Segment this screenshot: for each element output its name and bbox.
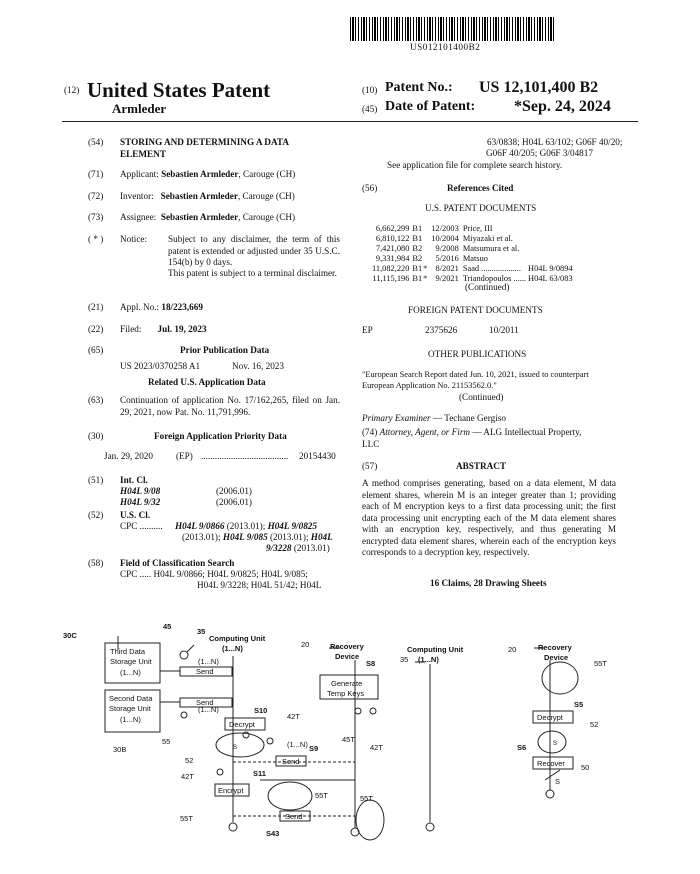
label-52b: 52 bbox=[590, 720, 599, 729]
us-cl-title: U.S. Cl. bbox=[120, 510, 151, 520]
header-rule bbox=[62, 121, 638, 122]
cpc-code: H04L bbox=[310, 532, 333, 542]
code-21: (21) bbox=[88, 302, 104, 312]
recover-label: Recover bbox=[537, 759, 565, 768]
notice-text: Subject to any disclaimer, the term of this patent is extended or adjusted under 35 U.S.C. 154(b) by 0 days. bbox=[168, 234, 340, 267]
us-references-table bbox=[372, 224, 573, 284]
label-55t: 55T bbox=[315, 791, 328, 800]
cpc-code: H04L 9/0866 bbox=[175, 521, 225, 531]
computing-unit-title: Computing Unit bbox=[209, 634, 266, 643]
code-52: (52) bbox=[88, 510, 104, 520]
ref-number: 7,421,080 bbox=[375, 244, 410, 253]
terminal-disclaimer-text: This patent is subject to a terminal disclaimer. bbox=[168, 268, 337, 278]
encrypt-label: Encrypt bbox=[218, 786, 244, 795]
ref-date: 8/2021 bbox=[435, 264, 459, 273]
ref-number: 11,115,196 bbox=[372, 274, 410, 283]
send-label: Send bbox=[196, 667, 214, 676]
code-74: (74) bbox=[362, 427, 378, 437]
cpc-code: 9/3228 bbox=[266, 543, 292, 553]
inventor bbox=[120, 191, 295, 203]
share-label: S bbox=[555, 777, 561, 786]
ref-class bbox=[526, 234, 573, 244]
fp-number: 2375626 bbox=[425, 325, 458, 335]
share-label: S bbox=[553, 741, 558, 747]
int-cl-2-year: (2006.01) bbox=[216, 497, 252, 507]
prior-pub-title: Prior Publication Data bbox=[180, 345, 270, 355]
ref-name: Saad ................... bbox=[462, 264, 521, 273]
code-45: (45) bbox=[362, 104, 378, 114]
end-circle bbox=[546, 790, 554, 798]
claims-count: 16 Claims, 28 Drawing Sheets bbox=[430, 578, 547, 588]
label-s43: S43 bbox=[266, 829, 280, 838]
ref-kind: B2 bbox=[412, 244, 423, 253]
us-cl-cpc: CPC .......... bbox=[120, 521, 163, 531]
send-label: Send bbox=[282, 757, 300, 766]
code-22: (22) bbox=[88, 324, 104, 334]
generate-line-1: Generate bbox=[331, 679, 363, 688]
encrypted-shares-cluster bbox=[268, 782, 312, 810]
assignee-label: Assignee: bbox=[120, 212, 157, 222]
key-icon bbox=[187, 645, 194, 652]
key-icon bbox=[267, 738, 273, 744]
inventor-label: Inventor: bbox=[120, 191, 154, 201]
range-small: (1...N) bbox=[198, 705, 219, 714]
inventor-name: Sebastien Armleder bbox=[160, 191, 238, 201]
fp-date: 10/2011 bbox=[489, 325, 519, 335]
send-label: Send bbox=[196, 698, 214, 707]
notice-label: Notice: bbox=[120, 234, 148, 244]
code-58: (58) bbox=[88, 558, 104, 568]
patent-drawing bbox=[0, 615, 700, 874]
third-storage-line-2: Storage Unit bbox=[110, 657, 152, 666]
ref-star: * bbox=[423, 274, 428, 283]
reference-row bbox=[372, 264, 573, 274]
ref-number: 6,662,299 bbox=[375, 224, 410, 233]
appl-no-label: Appl. No.: bbox=[120, 302, 160, 312]
ref-name: Matsuo bbox=[462, 254, 488, 263]
key-icon bbox=[181, 712, 187, 718]
foreign-priority-country: (EP) bbox=[176, 451, 193, 461]
reference-row bbox=[372, 234, 573, 244]
ref-class: H04L 9/0894 bbox=[528, 264, 573, 273]
label-20: 20 bbox=[301, 640, 310, 649]
foreign-priority-leader: ...................................... bbox=[201, 451, 289, 461]
third-storage-line-3: (1...N) bbox=[120, 668, 141, 677]
filed-label: Filed: bbox=[120, 324, 142, 334]
code-30: (30) bbox=[88, 431, 104, 441]
assignee-location: , Carouge (CH) bbox=[238, 212, 296, 222]
applicant-name: Sebastien Armleder bbox=[161, 169, 239, 179]
label-50: 50 bbox=[581, 763, 590, 772]
patent-title: United States Patent bbox=[87, 78, 271, 102]
continued-1: (Continued) bbox=[465, 282, 510, 292]
attorney-label: Attorney, Agent, or Firm bbox=[379, 427, 471, 437]
label-55t: 55T bbox=[360, 794, 373, 803]
patent-number: US 12,101,400 B2 bbox=[479, 79, 599, 96]
cpc-year: (2013.01) bbox=[291, 543, 330, 553]
foreign-priority-date: Jan. 29, 2020 bbox=[104, 451, 153, 461]
label-s11: S11 bbox=[253, 769, 266, 778]
prior-pub-date: Nov. 16, 2023 bbox=[232, 361, 284, 371]
code-65: (65) bbox=[88, 345, 104, 355]
int-cl-title: Int. Cl. bbox=[120, 475, 148, 485]
cpc-code: H04L 9/0825 bbox=[267, 521, 317, 531]
label-s5: S5 bbox=[574, 700, 584, 709]
field-search-title: Field of Classification Search bbox=[120, 558, 235, 568]
key-icon bbox=[217, 769, 223, 775]
label-s10: S10 bbox=[254, 706, 268, 715]
date-label: Date of Patent: bbox=[385, 99, 476, 114]
cpc-code: H04L 9/085 bbox=[222, 532, 268, 542]
field-search-cont-1: 63/0838; H04L 63/102; G06F 40/20; bbox=[487, 137, 623, 147]
second-storage-line-1: Second Data bbox=[109, 694, 153, 703]
invention-title: STORING AND DETERMINING A DATA ELEMENT bbox=[120, 137, 289, 159]
code-63: (63) bbox=[88, 395, 104, 405]
label-45t: 45T bbox=[342, 735, 355, 744]
prior-pub-number: US 2023/0370258 A1 bbox=[120, 361, 201, 371]
foreign-priority-title: Foreign Application Priority Data bbox=[154, 431, 287, 441]
code-72: (72) bbox=[88, 191, 104, 201]
us-cl-line-2 bbox=[182, 532, 333, 544]
shares-cluster bbox=[538, 731, 566, 753]
end-circle bbox=[351, 828, 359, 836]
encrypted-shares-cluster bbox=[542, 662, 578, 694]
computing-unit-2-range: (1...N) bbox=[418, 655, 439, 664]
ref-kind: B1 bbox=[412, 264, 423, 273]
continued-2: (Continued) bbox=[459, 392, 504, 402]
decrypt-label-2: Decrypt bbox=[537, 713, 563, 722]
code-57: (57) bbox=[362, 461, 378, 471]
ref-date: 9/2008 bbox=[435, 244, 459, 253]
abstract-text: A method comprises generating, based on a data element, M data element shares, wherein M is an integer greater than 1; providing each of M encryption keys to a first data processing unit; the first data processing unit encrypting each of the M data element shares with an encryption key, respectively, and thus generating M encrypted data element shares, wherein each of the encryption keys corresponds to a decryption key, respectively. bbox=[362, 478, 616, 557]
send-label: Send bbox=[285, 812, 303, 821]
appl-no-value: 18/223,669 bbox=[161, 302, 203, 312]
label-42t: 42T bbox=[370, 743, 383, 752]
ref-number: 6,810,122 bbox=[375, 234, 410, 243]
label-52: 52 bbox=[185, 756, 194, 765]
us-cl-line-1 bbox=[175, 521, 317, 533]
label-s8: S8 bbox=[366, 659, 376, 668]
assignee bbox=[120, 212, 295, 224]
other-pubs-title: OTHER PUBLICATIONS bbox=[428, 349, 527, 359]
encrypted-shares-cluster bbox=[356, 800, 384, 840]
code-54: (54) bbox=[88, 137, 104, 147]
publication-number: US012101400B2 bbox=[410, 42, 481, 52]
code-71: (71) bbox=[88, 169, 104, 179]
foreign-priority-number: 20154430 bbox=[299, 451, 336, 461]
label-35: 35 bbox=[197, 627, 206, 636]
second-storage-line-3: (1...N) bbox=[120, 715, 141, 724]
search-history-note: See application file for complete search history. bbox=[387, 160, 563, 170]
int-cl-1: H04L 9/08 bbox=[120, 486, 161, 496]
label-30c: 30C bbox=[63, 631, 77, 640]
int-cl-2: H04L 9/32 bbox=[120, 497, 161, 507]
applicant-label: Applicant: bbox=[120, 169, 159, 179]
ref-date: 10/2004 bbox=[431, 234, 459, 243]
ref-kind: B1 bbox=[412, 274, 423, 283]
attorney-name: — ALG Intellectual Property, LLC bbox=[362, 427, 582, 449]
assignee-name: Sebastien Armleder bbox=[160, 212, 239, 222]
filed-value: Jul. 19, 2023 bbox=[157, 324, 207, 334]
code-73: (73) bbox=[88, 212, 104, 222]
key-icon bbox=[180, 651, 188, 659]
recovery-b-line-2: Device bbox=[544, 653, 569, 662]
applicant-location: , Carouge (CH) bbox=[238, 169, 296, 179]
label-20b: 20 bbox=[508, 645, 517, 654]
ref-number: 11,082,220 bbox=[372, 264, 410, 273]
label-45: 45 bbox=[163, 622, 172, 631]
applicant bbox=[120, 169, 295, 181]
label-42t: 42T bbox=[287, 712, 300, 721]
ref-class bbox=[526, 224, 573, 234]
recovery-device-line-1: Recovery bbox=[330, 642, 364, 651]
share-label: S bbox=[233, 745, 238, 751]
continuation-text: Continuation of application No. 17/162,265, filed on Jan. 29, 2021, now Pat. No. 11,791,996. bbox=[120, 395, 340, 417]
other-pub-entry: "European Search Report dated Jun. 10, 2021, issued to counterpart European Application No. 21153562.0." bbox=[362, 370, 589, 390]
int-cl-1-year: (2006.01) bbox=[216, 486, 252, 496]
range-small: (1...N) bbox=[198, 657, 219, 666]
label-55t: 55T bbox=[180, 814, 193, 823]
examiner bbox=[362, 413, 506, 425]
ref-name: Matsumura et al. bbox=[462, 244, 520, 253]
reference-row bbox=[372, 224, 573, 234]
range-small: (1...N) bbox=[287, 740, 308, 749]
code-12: (12) bbox=[64, 85, 80, 95]
examiner-label: Primary Examiner bbox=[362, 413, 431, 423]
related-app-title: Related U.S. Application Data bbox=[148, 377, 266, 387]
recovery-b-line-1: Recovery bbox=[538, 643, 572, 652]
foreign-patent-docs-title: FOREIGN PATENT DOCUMENTS bbox=[408, 305, 543, 315]
reference-row bbox=[372, 254, 573, 264]
inventor-location: , Carouge (CH) bbox=[237, 191, 295, 201]
appl-no bbox=[120, 302, 203, 314]
third-storage-line-1: Third Data bbox=[110, 647, 146, 656]
fp-country: EP bbox=[362, 325, 373, 335]
ref-date: 5/2016 bbox=[435, 254, 459, 263]
ref-class: H04L 63/083 bbox=[528, 274, 573, 283]
key-icon bbox=[355, 708, 361, 714]
code-notice: ( * ) bbox=[88, 234, 104, 244]
label-30b: 30B bbox=[113, 745, 127, 754]
label-42t: 42T bbox=[181, 772, 194, 781]
us-cl-line-3 bbox=[266, 543, 330, 555]
references-title: References Cited bbox=[447, 183, 514, 193]
ref-date: 12/2003 bbox=[431, 224, 459, 233]
cpc-year: (2013.01); bbox=[267, 532, 311, 542]
us-patent-docs-title: U.S. PATENT DOCUMENTS bbox=[425, 203, 537, 213]
computing-unit-range: (1...N) bbox=[222, 644, 243, 653]
end-circle bbox=[229, 823, 237, 831]
ref-name: Price, III bbox=[462, 224, 493, 233]
key-icon bbox=[370, 708, 376, 714]
generate-line-2: Temp Keys bbox=[327, 689, 365, 698]
barcode bbox=[350, 17, 555, 41]
cpc-year: (2013.01); bbox=[182, 532, 223, 542]
computing-unit-2-title: Computing Unit bbox=[407, 645, 464, 654]
cpc-year: (2013.01); bbox=[224, 521, 268, 531]
ref-name: Miyazaki et al. bbox=[462, 234, 513, 243]
field-search-line-2: H04L 9/3228; H04L 51/42; H04L bbox=[197, 580, 322, 590]
inventor-short: Armleder bbox=[112, 101, 167, 116]
ref-class bbox=[526, 254, 573, 264]
patent-date: *Sep. 24, 2024 bbox=[514, 98, 611, 115]
ref-kind: B2 bbox=[412, 254, 423, 263]
examiner-name: — Techane Gergiso bbox=[430, 413, 506, 423]
shares-cluster bbox=[216, 733, 264, 757]
ref-class bbox=[526, 244, 573, 254]
ref-kind: B1 bbox=[412, 224, 423, 233]
code-51: (51) bbox=[88, 475, 104, 485]
ref-kind: B1 bbox=[412, 234, 423, 243]
attorney bbox=[362, 427, 582, 450]
label-s6: S6 bbox=[517, 743, 527, 752]
label-s9: S9 bbox=[309, 744, 319, 753]
reference-row bbox=[372, 244, 573, 254]
ref-star: * bbox=[423, 264, 428, 273]
code-10: (10) bbox=[362, 85, 378, 95]
abstract-title: ABSTRACT bbox=[456, 461, 507, 471]
filed bbox=[120, 324, 207, 336]
label-55t-b: 55T bbox=[594, 659, 607, 668]
label-55: 55 bbox=[162, 737, 171, 746]
ref-name: Triandopoulos ...... bbox=[462, 274, 527, 283]
recovery-device-line-2: Device bbox=[335, 652, 360, 661]
code-56: (56) bbox=[362, 183, 378, 193]
label-35b: 35 bbox=[400, 655, 409, 664]
ref-number: 9,331,984 bbox=[375, 254, 410, 263]
end-circle bbox=[426, 823, 434, 831]
decrypt-label: Decrypt bbox=[229, 720, 255, 729]
patent-no-label: Patent No.: bbox=[385, 80, 453, 95]
field-search-line-1: CPC ..... H04L 9/0866; H04L 9/0825; H04L 9/085; bbox=[120, 569, 308, 579]
ref-date: 9/2021 bbox=[435, 274, 459, 283]
field-search-cont-2: G06F 40/205; G06F 3/04817 bbox=[486, 148, 593, 158]
second-storage-line-2: Storage Unit bbox=[109, 704, 151, 713]
